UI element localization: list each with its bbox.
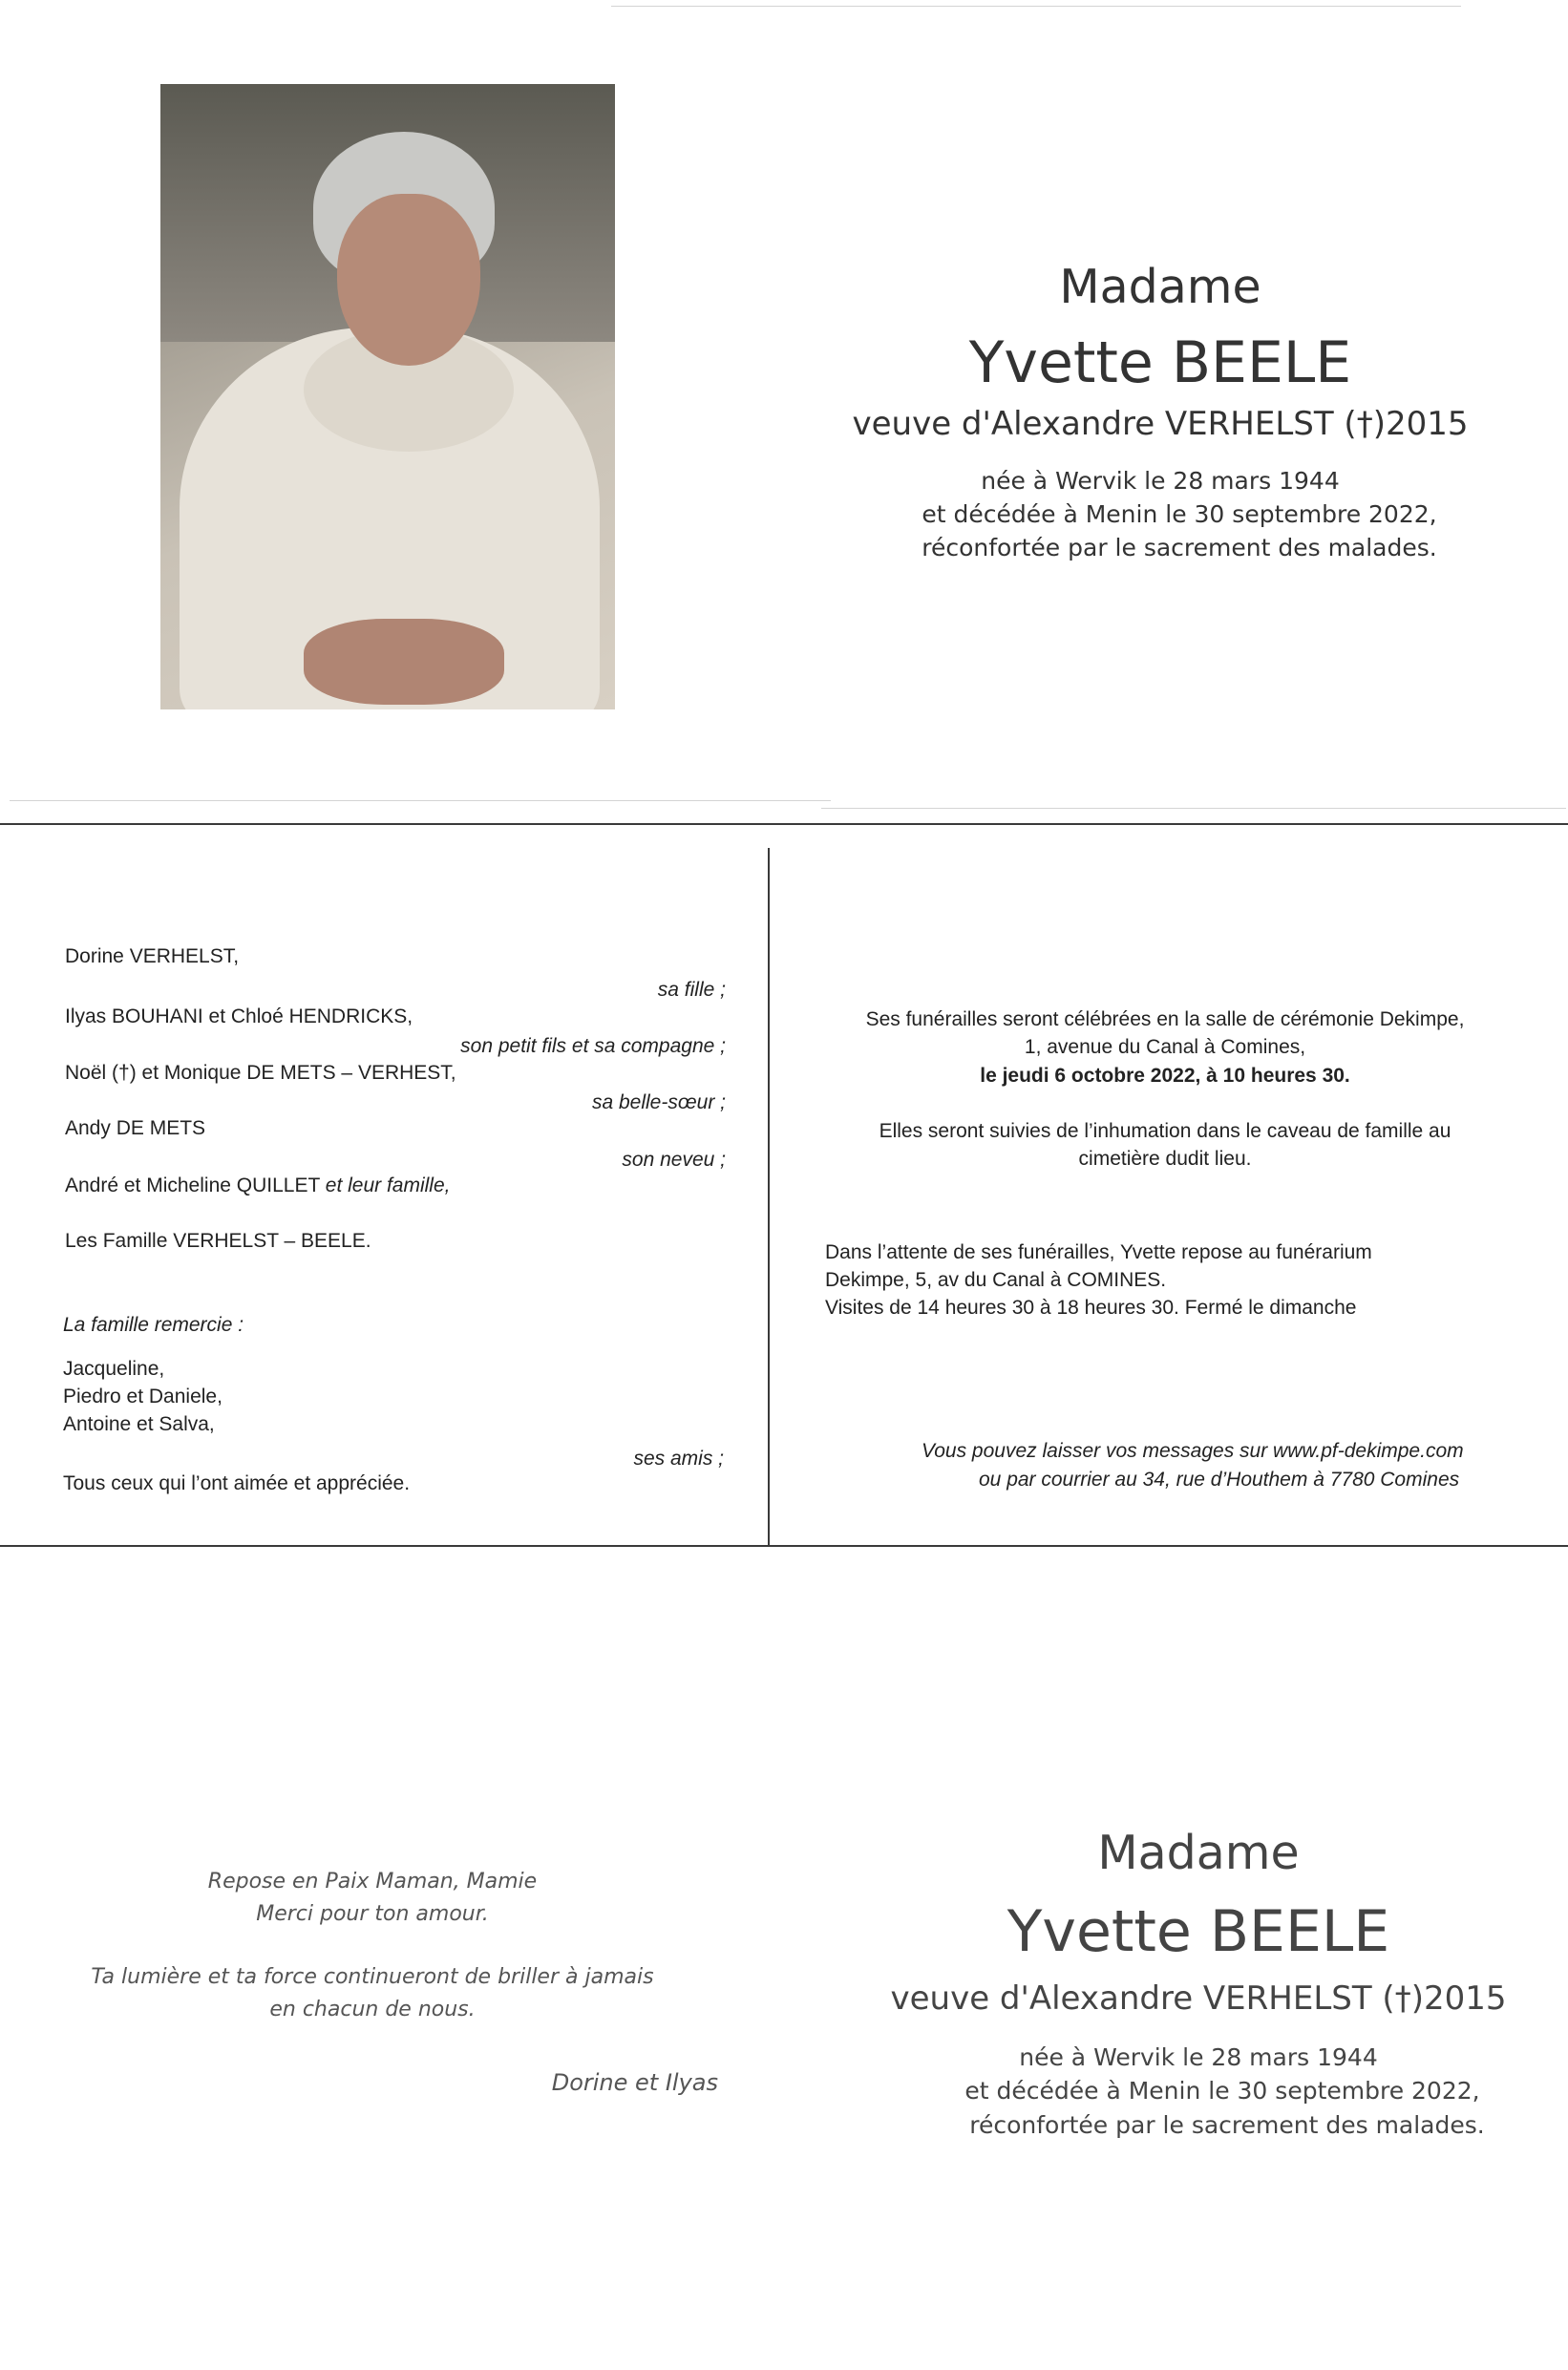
family-member-3-name: Noël (†) et Monique DE METS – VERHEST,	[65, 1062, 456, 1084]
friends-relation: ses amis ;	[633, 1448, 724, 1470]
farewell-line-4: en chacun de nous.	[269, 1998, 476, 2021]
family-verhelst-beele: Les Famille VERHELST – BEELE.	[65, 1230, 371, 1252]
portrait-photo	[160, 84, 615, 709]
scan-edge-top	[611, 6, 1461, 7]
rest-line-3: Visites de 14 heures 30 à 18 heures 30. Fermé le dimanche	[825, 1297, 1357, 1319]
farewell-signature: Dorine et Ilyas	[551, 2069, 718, 2096]
farewell-line-2: Merci pour ton amour.	[256, 1902, 489, 1926]
card-top-sacrament: réconfortée par le sacrement des malades.	[922, 534, 1437, 561]
family-member-3-relation: sa belle-sœur ;	[591, 1091, 726, 1113]
card-bottom-name: Yvette BEELE	[1006, 1898, 1390, 1965]
card-bottom-born: née à Wervik le 28 mars 1944	[1019, 2043, 1378, 2071]
closing-line: Tous ceux qui l’ont aimée et appréciée.	[63, 1472, 411, 1494]
friend-1: Jacqueline,	[63, 1358, 165, 1380]
burial-line-1: Elles seront suivies de l’inhumation dans le caveau de famille au	[879, 1120, 1451, 1142]
scan-edge	[10, 800, 831, 801]
card-top-born: née à Wervik le 28 mars 1944	[981, 467, 1340, 495]
rest-line-1: Dans l’attente de ses funérailles, Yvette repose au funérarium	[825, 1241, 1372, 1263]
scan-edge	[821, 808, 1566, 809]
family-member-1-relation: sa fille ;	[657, 979, 726, 1001]
card-bottom-sacrament: réconfortée par le sacrement des malades.	[969, 2111, 1485, 2139]
family-member-2-relation: son petit fils et sa compagne ;	[460, 1035, 726, 1057]
friend-3: Antoine et Salva,	[63, 1413, 215, 1435]
card-bottom-died: et décédée à Menin le 30 septembre 2022,	[964, 2077, 1480, 2105]
farewell-line-1: Repose en Paix Maman, Mamie	[207, 1870, 538, 1894]
funeral-line-1: Ses funérailles seront célébrées en la salle de cérémonie Dekimpe,	[865, 1008, 1465, 1030]
family-member-4-relation: son neveu ;	[622, 1149, 726, 1171]
funeral-date: le jeudi 6 octobre 2022, à 10 heures 30.	[980, 1065, 1350, 1087]
card-bottom-title: Madame	[1097, 1826, 1300, 1880]
messages-line-2: ou par courrier au 34, rue d’Houthem à 7780 Comines	[979, 1469, 1460, 1491]
card-bottom-widow-line: veuve d'Alexandre VERHELST (†)2015	[890, 1979, 1507, 2018]
panel-divider-2	[0, 1545, 1568, 1547]
family-member-4-name: Andy DE METS	[65, 1117, 206, 1139]
family-member-1-name: Dorine VERHELST,	[65, 945, 240, 967]
funeral-line-2: 1, avenue du Canal à Comines,	[1024, 1036, 1306, 1058]
rest-line-2: Dekimpe, 5, av du Canal à COMINES.	[825, 1269, 1167, 1291]
quillet-name: André et Micheline QUILLET	[65, 1174, 320, 1196]
panel-vertical-divider	[768, 848, 770, 1547]
panel-divider-1	[0, 823, 1568, 825]
messages-line-1: Vous pouvez laisser vos messages sur www.pf-dekimpe.com	[922, 1440, 1464, 1462]
family-member-2-name: Ilyas BOUHANI et Chloé HENDRICKS,	[65, 1005, 413, 1027]
card-top-widow-line: veuve d'Alexandre VERHELST (†)2015	[852, 405, 1469, 443]
burial-line-2: cimetière dudit lieu.	[1078, 1148, 1252, 1170]
farewell-line-3: Ta lumière et ta force continueront de briller à jamais	[91, 1965, 654, 1989]
quillet-suffix: et leur famille,	[325, 1174, 451, 1196]
card-top-name: Yvette BEELE	[968, 329, 1352, 396]
card-top-died: et décédée à Menin le 30 septembre 2022,	[922, 500, 1437, 528]
family-member-5	[65, 1174, 450, 1197]
card-top-title: Madame	[1059, 260, 1261, 314]
friend-2: Piedro et Daniele,	[63, 1386, 222, 1407]
thanks-heading: La famille remercie :	[63, 1314, 244, 1336]
